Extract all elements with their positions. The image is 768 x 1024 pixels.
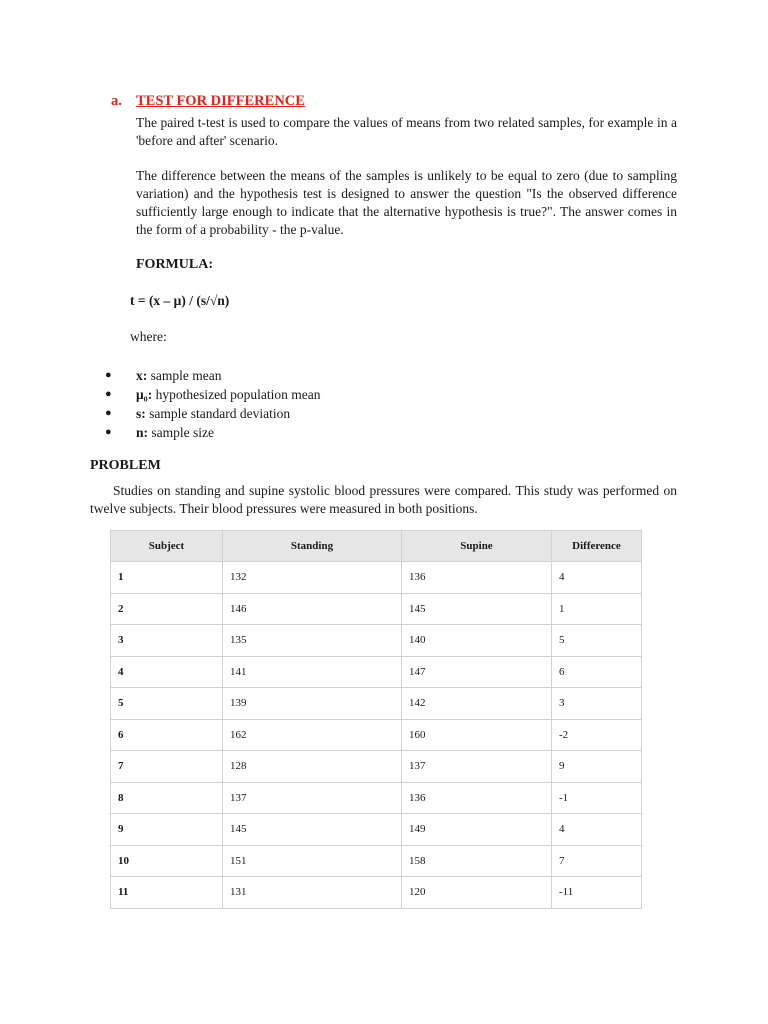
table-cell: 151 [223, 845, 402, 877]
table-cell: 3 [552, 688, 642, 720]
table-cell: 141 [223, 656, 402, 688]
table-cell: 6 [552, 656, 642, 688]
bullet-icon: ● [105, 388, 112, 400]
list-item [105, 385, 321, 404]
table-cell: 162 [223, 719, 402, 751]
table-cell: 7 [111, 751, 223, 783]
table-cell: 146 [223, 593, 402, 625]
table-cell: 5 [111, 688, 223, 720]
table-cell: 136 [402, 782, 552, 814]
definition-desc: sample standard deviation [145, 406, 291, 421]
table-cell: 10 [111, 845, 223, 877]
table-cell: 158 [402, 845, 552, 877]
table-row [111, 877, 642, 909]
formula-label: FORMULA: [136, 257, 213, 272]
list-item [105, 404, 321, 423]
table-cell: 11 [111, 877, 223, 909]
intro-paragraph: The paired t-test is used to compare the values of means from two related samples, for example in a 'before and after' scenario. [136, 115, 677, 148]
definition-desc: sample mean [147, 368, 222, 383]
list-item [105, 423, 321, 442]
definition-list [105, 366, 321, 442]
bullet-icon: ● [105, 426, 112, 438]
table-cell: 142 [402, 688, 552, 720]
problem-heading: PROBLEM [90, 458, 161, 473]
table-cell: 9 [111, 814, 223, 846]
table-row [111, 719, 642, 751]
table-cell: 139 [223, 688, 402, 720]
definition-term: x: [136, 368, 148, 383]
explanation-paragraph: The difference between the means of the samples is unlikely to be equal to zero (due to sampling variation) and the hypothesis test is designed to answer the question "Is the observed difference sufficiently large enough to indicate that the alternative hypothesis is true?". The answer comes in the form of a probability - the p-value. [136, 168, 677, 237]
table-cell: 145 [402, 593, 552, 625]
definition-term: s: [136, 406, 146, 421]
table-cell: 137 [402, 751, 552, 783]
table-cell: 136 [402, 562, 552, 594]
table-cell: 9 [552, 751, 642, 783]
definition-term: n: [136, 425, 149, 440]
formula: t = (x – μ) / (s/√n) [130, 293, 230, 308]
table-cell: -11 [552, 877, 642, 909]
table-cell: 7 [552, 845, 642, 877]
bullet-icon: ● [105, 369, 112, 381]
problem-text: Studies on standing and supine systolic blood pressures were compared. This study was performed on twelve subjects. Their blood pressures were measured in both positions. [90, 483, 677, 516]
table-row [111, 782, 642, 814]
table-row [111, 593, 642, 625]
table-cell: 120 [402, 877, 552, 909]
table-cell: 160 [402, 719, 552, 751]
column-header: Standing [223, 531, 402, 562]
table-row [111, 656, 642, 688]
definition-desc: hypothesized population mean [152, 387, 321, 402]
section-heading [111, 93, 305, 110]
table-cell: 131 [223, 877, 402, 909]
table-cell: 137 [223, 782, 402, 814]
column-header: Supine [402, 531, 552, 562]
column-header: Subject [111, 531, 223, 562]
column-header: Difference [552, 531, 642, 562]
table-cell: 135 [223, 625, 402, 657]
section-marker: a. [111, 93, 122, 109]
table-cell: 4 [111, 656, 223, 688]
table-row [111, 625, 642, 657]
table-cell: 5 [552, 625, 642, 657]
section-title: TEST FOR DIFFERENCE [136, 93, 305, 109]
list-item [105, 366, 321, 385]
table-body [111, 562, 642, 909]
table-cell: 132 [223, 562, 402, 594]
table-cell: 3 [111, 625, 223, 657]
table-header-row [111, 531, 642, 562]
table-cell: 8 [111, 782, 223, 814]
table-row [111, 814, 642, 846]
table-row [111, 845, 642, 877]
table-cell: 128 [223, 751, 402, 783]
table-cell: -2 [552, 719, 642, 751]
bullet-icon: ● [105, 407, 112, 419]
definition-term: μ₀: [136, 387, 153, 402]
table-cell: 4 [552, 814, 642, 846]
blood-pressure-table [110, 530, 642, 909]
table-cell: 149 [402, 814, 552, 846]
where-label: where: [130, 329, 167, 344]
table-cell: 1 [111, 562, 223, 594]
table-cell: 1 [552, 593, 642, 625]
table-cell: 140 [402, 625, 552, 657]
table-cell: 2 [111, 593, 223, 625]
table-row [111, 688, 642, 720]
table-cell: 4 [552, 562, 642, 594]
table-row [111, 751, 642, 783]
table-cell: 145 [223, 814, 402, 846]
table-cell: 147 [402, 656, 552, 688]
definition-desc: sample size [148, 425, 214, 440]
table-cell: 6 [111, 719, 223, 751]
table-cell: -1 [552, 782, 642, 814]
table-row [111, 562, 642, 594]
